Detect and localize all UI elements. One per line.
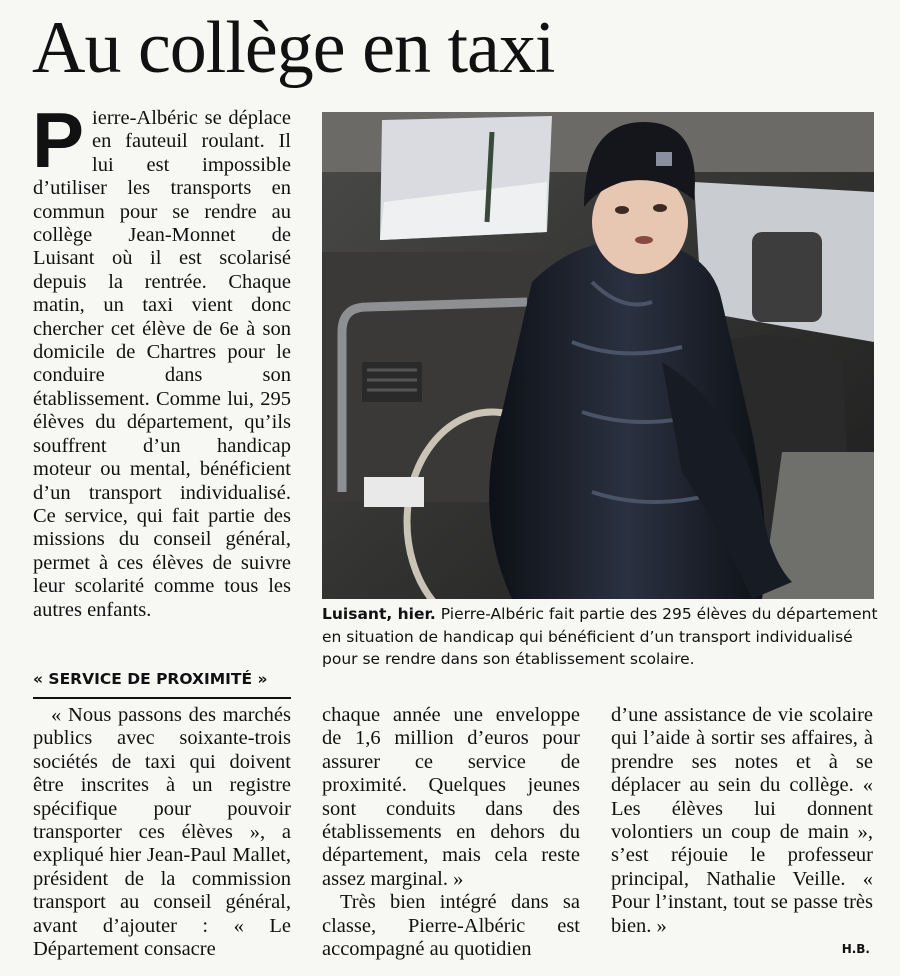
caption-text: Pierre-Albéric fait partie des 295 élèves du département en situation de handicap qui bénéficient d’un transport individualisé pour se rendre dans son établissement scolaire. xyxy=(322,605,878,668)
body-paragraph-1: « Nous passons des marchés publics avec soixante-trois sociétés de taxi qui doivent être inscrites à un registre spécifique pour pouvoir transporter ces élèves », a expliqué hier Jean-Paul Mallet, président de la commission transport au conseil général, avant d’ajouter : « Le Département consacre xyxy=(33,704,291,961)
photo-illustration xyxy=(322,112,874,599)
author-signature: H.B. xyxy=(841,942,870,956)
body-column-1 xyxy=(33,704,291,961)
caption-lead: Luisant, hier. xyxy=(322,605,436,623)
body-column-2 xyxy=(322,704,580,961)
article-photo xyxy=(322,112,874,599)
section-subhead: « SERVICE DE PROXIMITÉ » xyxy=(33,670,268,688)
intro-paragraph: ierre-Albéric se déplace en fauteuil roulant. Il lui est impossible d’utiliser les transports en commun pour se rendre au collège Jean-Monnet de Luisant où il est scolarisé depuis la rentrée. Chaque matin, un taxi vient donc chercher cet élève de 6e à son domicile de Chartres pour le conduire dans son établissement. Comme lui, 295 élèves du département, qu’ils souffrent d’un handicap moteur ou mental, bénéficient d’un transport individualisé. Ce service, qui fait partie des missions du conseil général, permet à ces élèves de suivre leur scolarité comme tous les autres enfants. xyxy=(33,107,291,621)
body-paragraph-3: Très bien intégré dans sa classe, Pierre-Albéric est accompagné au quotidien xyxy=(322,891,580,961)
subhead-rule xyxy=(33,697,291,699)
drop-cap: P xyxy=(32,96,85,184)
body-paragraph-4: d’une assistance de vie scolaire qui l’aide à sortir ses affaires, à prendre ses notes et à se déplacer au sein du collège. « Les élèves lui donnent volontiers un coup de main », s’est réjouie le professeur principal, Nathalie Veille. « Pour l’instant, tout se passe très bien. » xyxy=(611,704,873,937)
photo-caption xyxy=(322,603,878,671)
headline: Au collège en taxi xyxy=(32,7,555,89)
intro-column xyxy=(32,96,291,622)
body-paragraph-2: chaque année une enveloppe de 1,6 million d’euros pour assurer ce service de proximité. Quelques jeunes sont conduits dans des établissements en dehors du département, mais cela reste assez marginal. » xyxy=(322,704,580,890)
body-column-3 xyxy=(611,704,873,938)
